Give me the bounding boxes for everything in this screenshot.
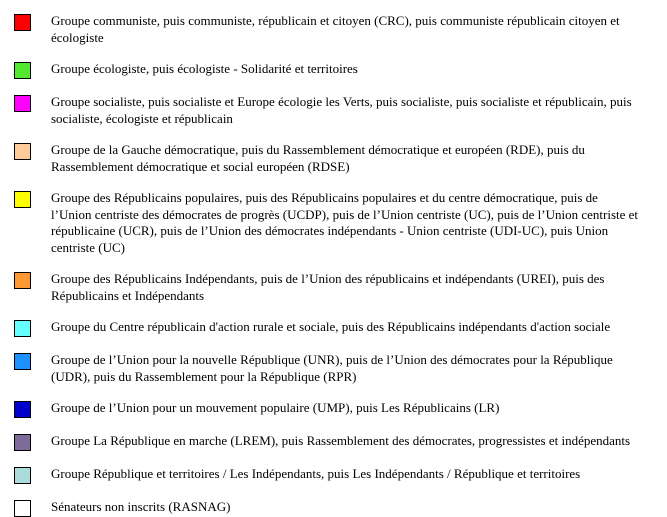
legend-row <box>14 319 653 337</box>
color-swatch-unr-udr-rpr <box>14 353 31 370</box>
legend-label: Groupe du Centre républicain d'action rurale et sociale, puis des Républicains indépendants d'action sociale <box>51 319 611 334</box>
legend-label: Groupe communiste, puis communiste, républicain et citoyen (CRC), puis communiste républicain citoyen et écologiste <box>51 13 620 45</box>
legend-label: Groupe des Républicains Indépendants, puis de l’Union des républicains et indépendants (UREI), puis des Républicains et Indépendants <box>51 271 605 303</box>
legend-label: Groupe République et territoires / Les Indépendants, puis Les Indépendants / République et territoires <box>51 466 581 481</box>
legend-label: Groupe socialiste, puis socialiste et Europe écologie les Verts, puis socialiste, puis socialiste et républicain, puis socialiste, écologiste et républicain <box>51 94 632 126</box>
color-swatch-union-centriste <box>14 191 31 208</box>
color-swatch-rdse <box>14 143 31 160</box>
legend-label: Groupe de l’Union pour la nouvelle République (UNR), puis de l’Union des démocrates pour la République (UDR), puis du Rassemblement pour la République (RPR) <box>51 352 613 384</box>
color-swatch-socialiste <box>14 95 31 112</box>
legend-label: Groupe de la Gauche démocratique, puis du Rassemblement démocratique et européen (RDE), puis du Rassemblement démocratique et social européen (RDSE) <box>51 142 585 174</box>
legend-row <box>14 271 653 304</box>
color-swatch-lrem <box>14 434 31 451</box>
legend-label: Sénateurs non inscrits (RASNAG) <box>51 499 231 514</box>
color-swatch-ecologiste <box>14 62 31 79</box>
legend-label: Groupe de l’Union pour un mouvement populaire (UMP), puis Les Républicains (LR) <box>51 400 500 415</box>
legend-row <box>14 94 653 127</box>
legend-label: Groupe des Républicains populaires, puis des Républicains populaires et du centre démocratique, puis de l’Union centriste des démocrates de progrès (UCDP), puis de l’Union centriste (UC), puis de l’Union centriste et républicaine (UCR), puis de l’Union des démocrates indépendants - Union centriste (UDI-UC), puis Union centriste (UC) <box>51 190 639 255</box>
color-swatch-ump-lr <box>14 401 31 418</box>
legend-row <box>14 13 653 46</box>
legend-row <box>14 352 653 385</box>
legend-label: Groupe écologiste, puis écologiste - Solidarité et territoires <box>51 61 358 76</box>
legend-row <box>14 400 653 418</box>
legend-row <box>14 499 653 517</box>
color-swatch-crc <box>14 14 31 31</box>
legend-label: Groupe La République en marche (LREM), puis Rassemblement des démocrates, progressistes et indépendants <box>51 433 631 448</box>
legend-row <box>14 466 653 484</box>
legend-row <box>14 190 653 256</box>
legend-row <box>14 433 653 451</box>
color-swatch-rasnag <box>14 500 31 517</box>
color-swatch-independants <box>14 467 31 484</box>
color-swatch-urei <box>14 272 31 289</box>
legend-row <box>14 61 653 79</box>
color-swatch-crars <box>14 320 31 337</box>
legend-row <box>14 142 653 175</box>
